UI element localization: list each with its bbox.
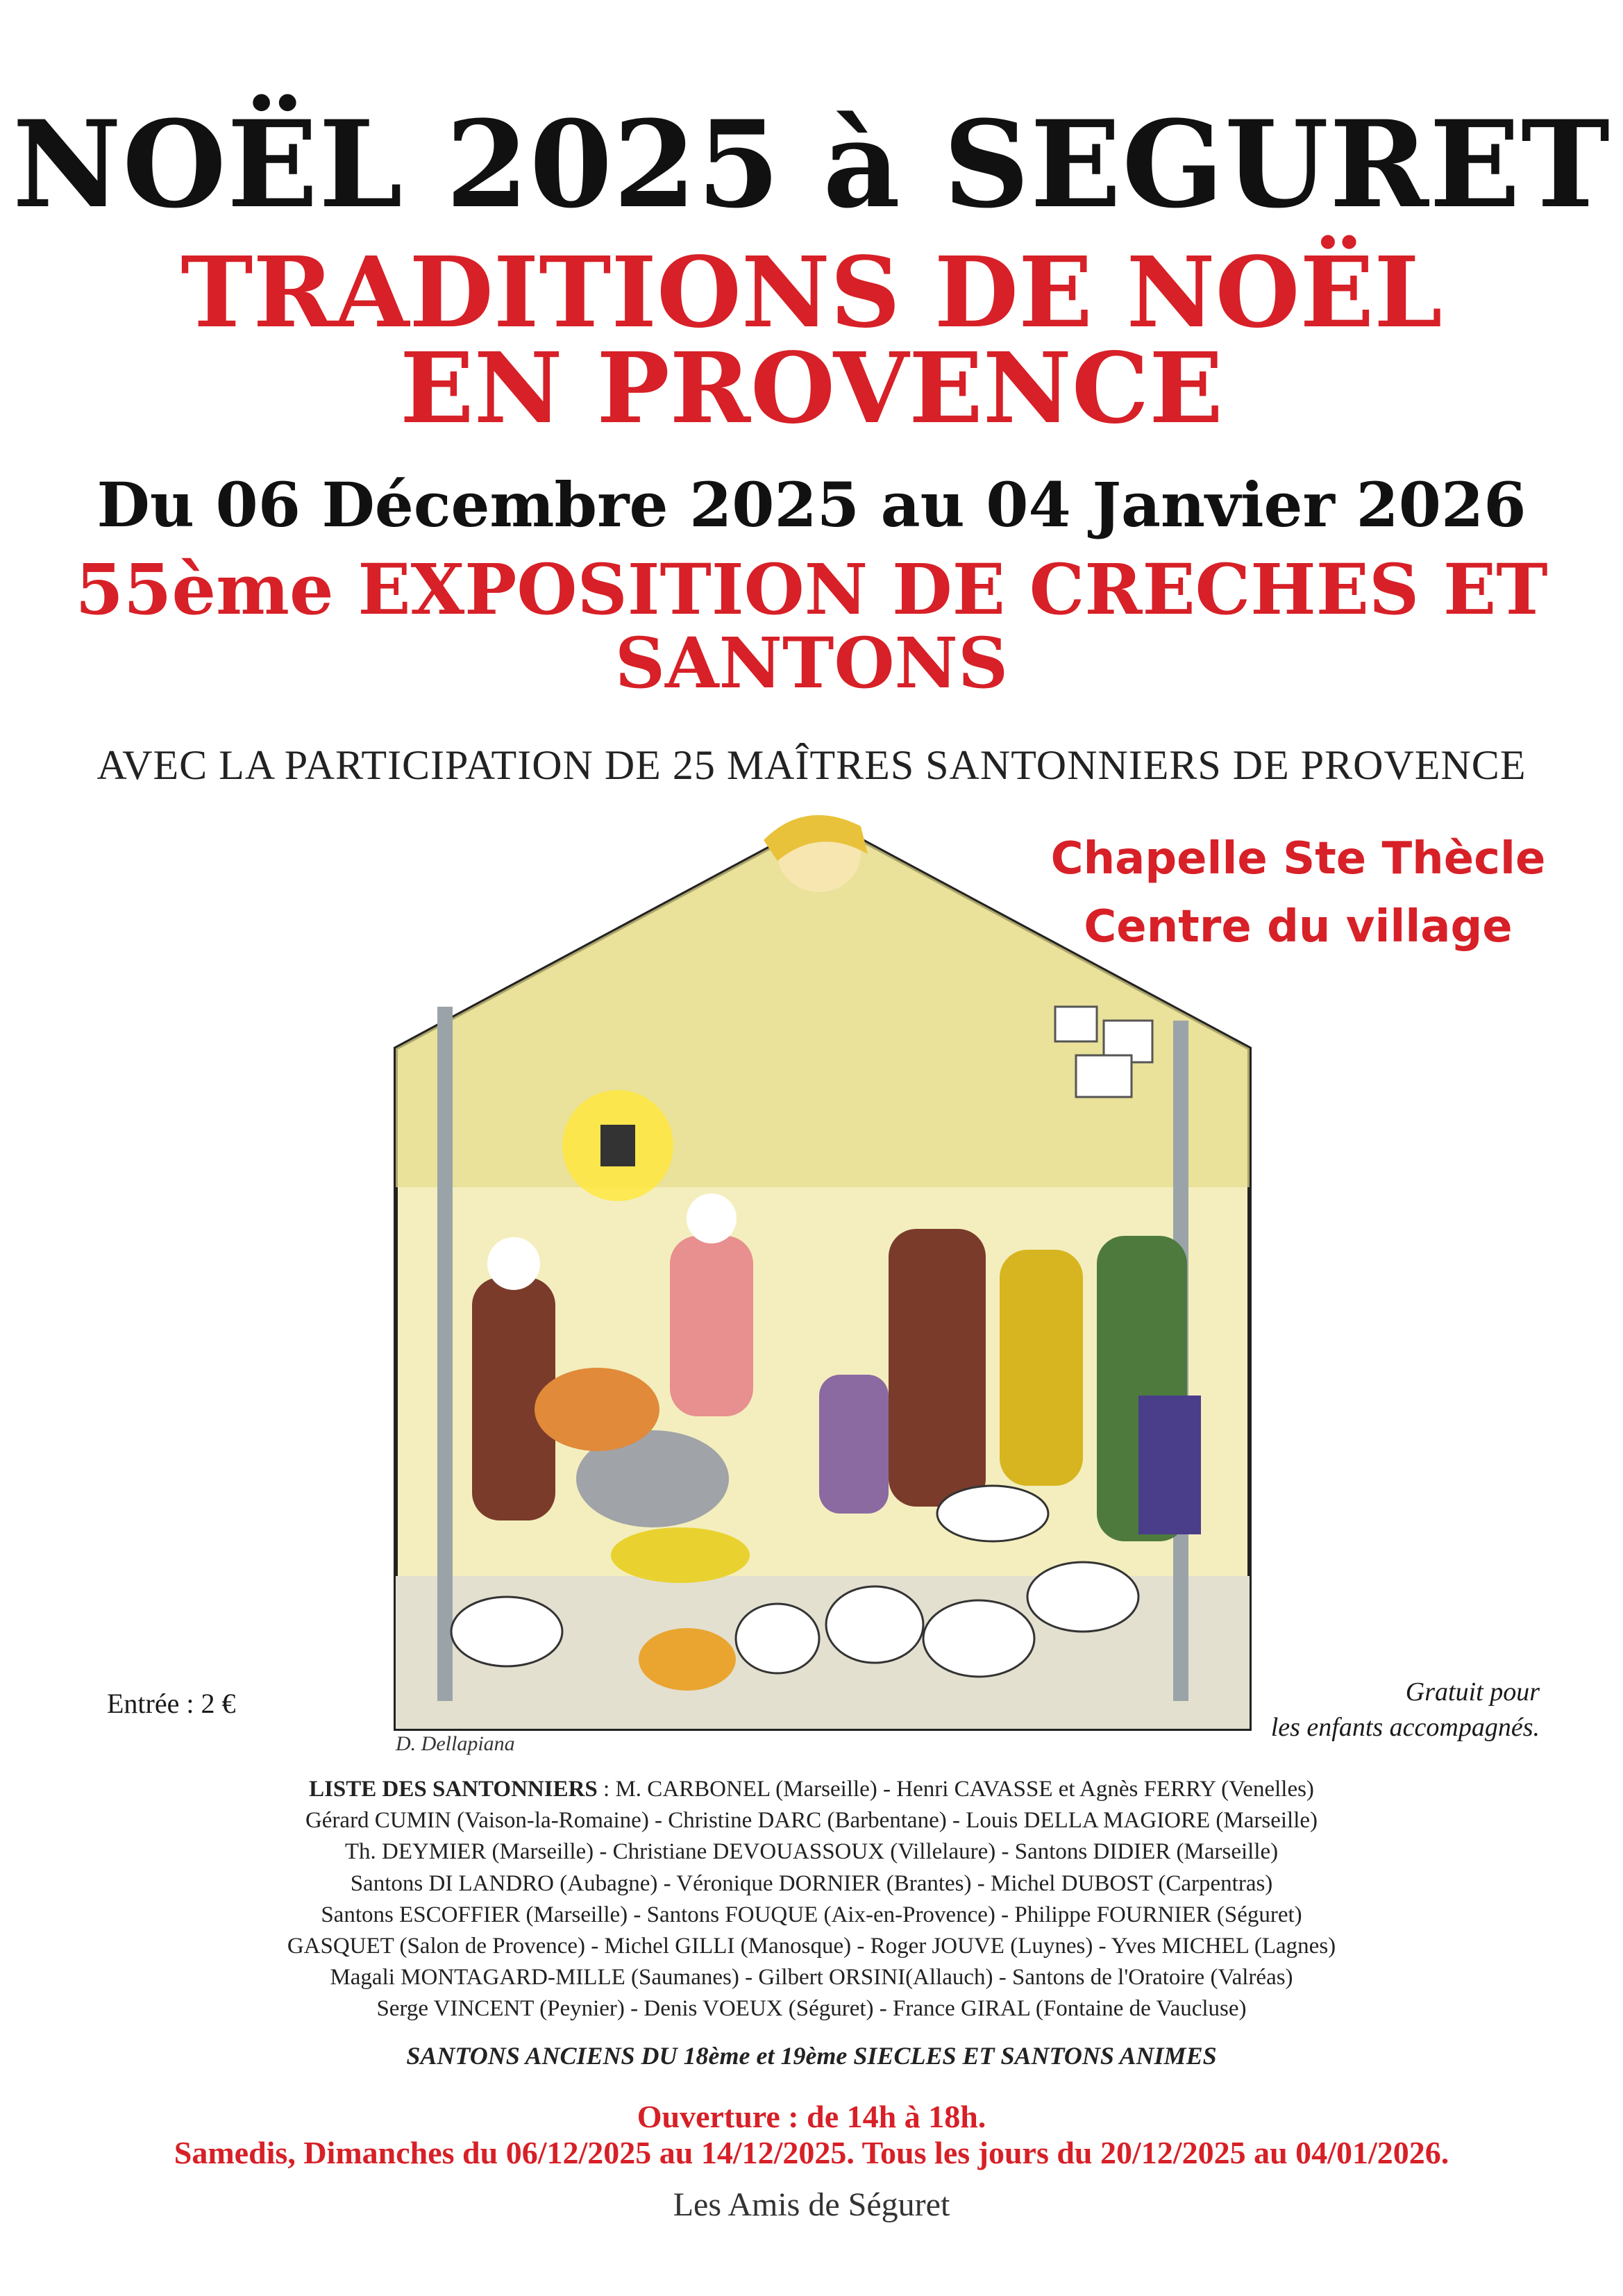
list-item: Th. DEYMIER (Marseille) - Christiane DEVOUASSOUX (Villelaure) - Santons DIDIER (Marseille) xyxy=(344,1839,1279,1865)
exposition-line2: SANTONS xyxy=(614,622,1009,704)
subtitle-line2: EN PROVENCE xyxy=(400,332,1223,446)
santonniers-list xyxy=(0,1774,1623,2025)
opening-days: Samedis, Dimanches du 06/12/2025 au 14/12/2025. Tous les jours du 20/12/2025 au 04/01/2026. xyxy=(174,2135,1449,2170)
shepherd-figure xyxy=(889,1229,986,1507)
page-title: NOËL 2025 à SEGURET xyxy=(12,94,1611,235)
list-item xyxy=(0,1774,1623,1805)
free-entry-line2: les enfants accompagnés. xyxy=(1270,1713,1540,1742)
organizer: Les Amis de Séguret xyxy=(673,2186,950,2223)
opening-hours: Ouverture : de 14h à 18h. xyxy=(637,2099,986,2134)
list-text: : M. CARBONEL (Marseille) - Henri CAVASSE et Agnès FERRY (Venelles) xyxy=(597,1777,1314,1802)
location-line1: Chapelle Ste Thècle xyxy=(1050,833,1546,885)
list-label: LISTE DES SANTONNIERS xyxy=(309,1777,598,1802)
list-item: Magali MONTAGARD-MILLE (Saumanes) - Gilbert ORSINI(Allauch) - Santons de l'Oratoire (Valréas) xyxy=(330,1965,1293,1991)
list-item: Santons ESCOFFIER (Marseille) - Santons FOUQUE (Aix-en-Provence) - Philippe FOURNIER (Séguret) xyxy=(321,1902,1302,1927)
list-item: Gérard CUMIN (Vaison-la-Romaine) - Christine DARC (Barbentane) - Louis DELLA MAGIORE (Marseille) xyxy=(305,1808,1318,1834)
free-entry-line1: Gratuit pour xyxy=(1405,1677,1540,1707)
location-line2: Centre du village xyxy=(1084,901,1513,953)
list-item: GASQUET (Salon de Provence) - Michel GILLI (Manosque) - Roger JOUVE (Luynes) - Yves MICHEL (Lagnes) xyxy=(287,1934,1336,1959)
manger xyxy=(611,1527,750,1583)
antique-santons-note: SANTONS ANCIENS DU 18ème et 19ème SIECLES ET SANTONS ANIMES xyxy=(406,2042,1217,2070)
list-item: Serge VINCENT (Peynier) - Denis VOEUX (Séguret) - France GIRAL (Fontaine de Vaucluse) xyxy=(376,1996,1247,2022)
artist-signature: D. Dellapiana xyxy=(396,1732,515,1755)
ox xyxy=(535,1368,659,1451)
list-item: Santons DI LANDRO (Aubagne) - Véronique DORNIER (Brantes) - Michel DUBOST (Carpentras) xyxy=(350,1870,1273,1896)
mary-figure xyxy=(670,1236,753,1416)
exposition-line1: 55ème EXPOSITION DE CRECHES ET xyxy=(75,548,1548,630)
participation-text: AVEC LA PARTICIPATION DE 25 MAÎTRES SANTONNIERS DE PROVENCE xyxy=(96,742,1527,788)
fruit-basket xyxy=(639,1628,736,1691)
subtitle-line1: TRADITIONS DE NOËL xyxy=(180,236,1443,350)
entry-price: Entrée : 2 € xyxy=(107,1688,236,1719)
event-dates: Du 06 Décembre 2025 au 04 Janvier 2026 xyxy=(96,469,1527,541)
